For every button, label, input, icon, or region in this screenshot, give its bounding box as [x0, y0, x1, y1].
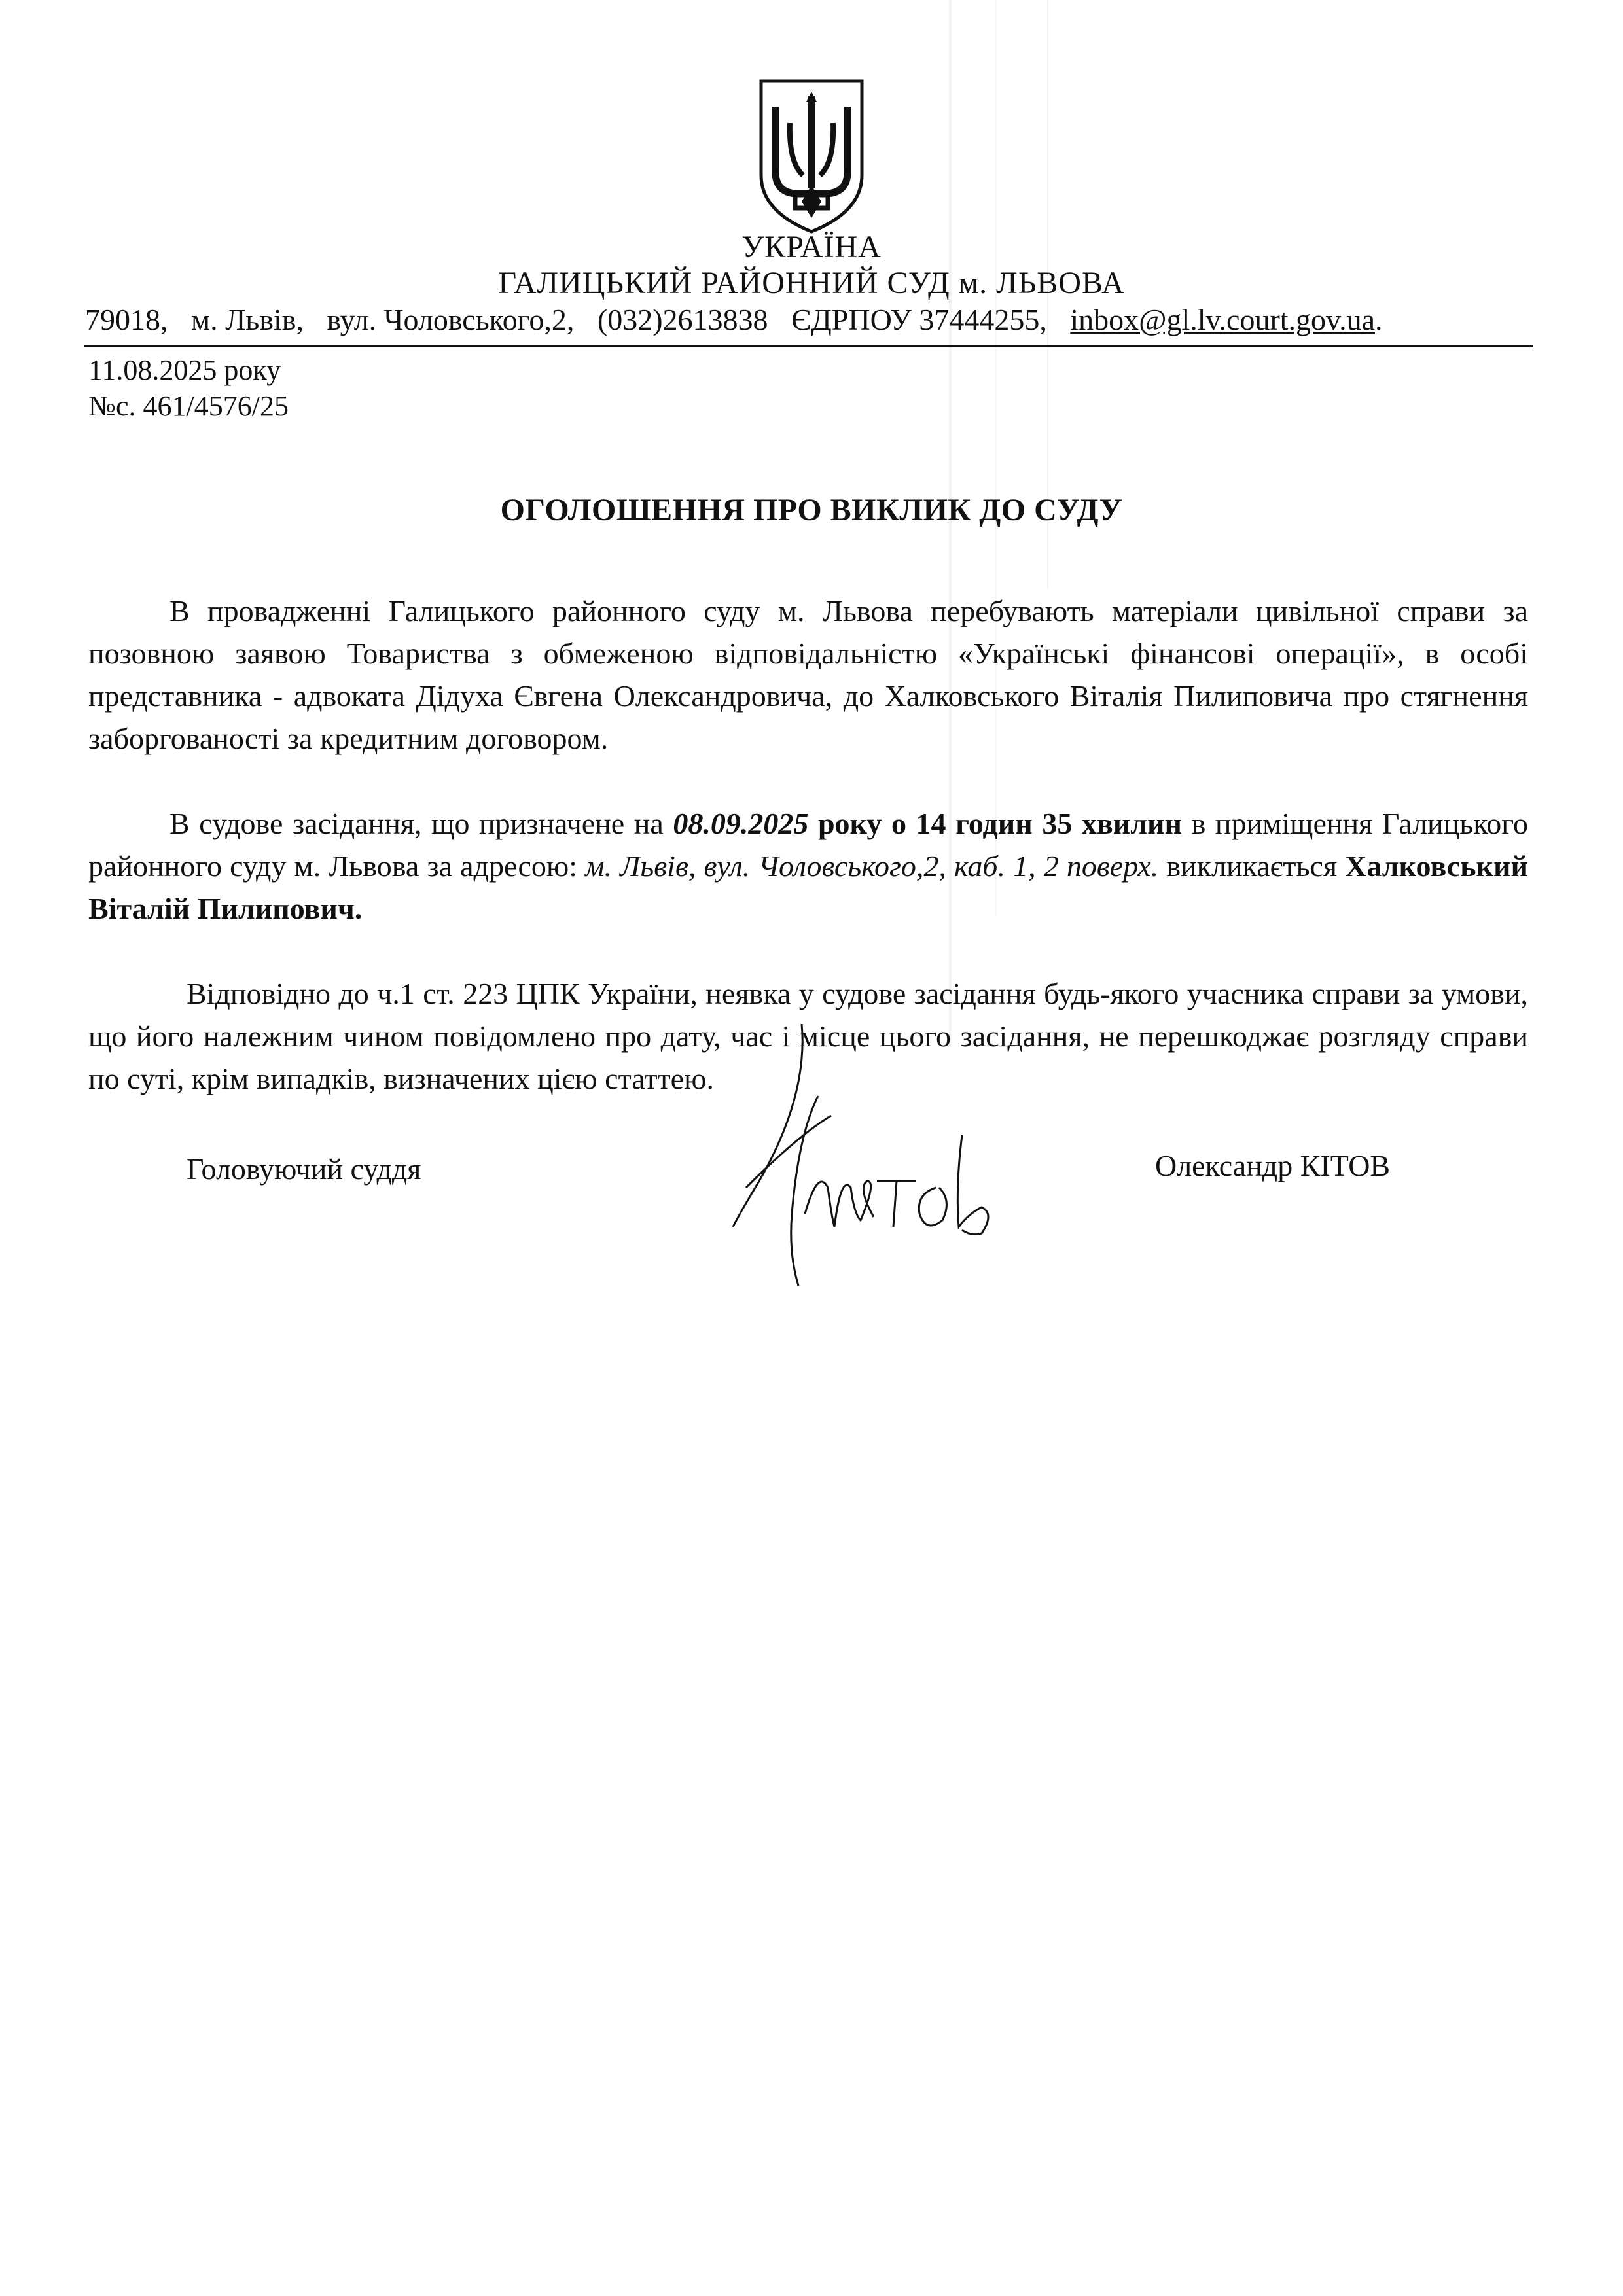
scan-noise	[995, 0, 997, 916]
handwritten-signature	[720, 1017, 1047, 1299]
court-name: ГАЛИЦЬКИЙ РАЙОННИЙ СУД м. ЛЬВОВА	[498, 266, 1125, 300]
document-date: 11.08.2025 року	[88, 354, 281, 386]
hearing-address: м. Львів, вул. Чоловського,2, каб. 1, 2 поверх.	[585, 849, 1159, 883]
paragraph-legal-basis: Відповідно до ч.1 ст. 223 ЦПК України, неявка у судове засідання будь-якого учасника справи за умови, що його належним чином повідомлено про дату, час і місце цього засідання, не перешкоджає розгляду справи по суті, крім випадків, визначених цією статтею.	[88, 977, 1528, 1095]
summoned-person: Халковський Віталій Пилипович.	[88, 849, 1528, 925]
city: м. Львів,	[191, 303, 304, 336]
country-heading: УКРАЇНА	[741, 230, 882, 264]
email-suffix: .	[1375, 303, 1383, 336]
hearing-time: року о 14 годин 35 хвилин	[808, 807, 1183, 840]
hearing-tail: викликається	[1158, 849, 1346, 883]
edrpou-code: ЄДРПОУ 37444255,	[791, 303, 1047, 336]
phone-number: (032)2613838	[597, 303, 768, 336]
document-title: ОГОЛОШЕННЯ ПРО ВИКЛИК ДО СУДУ	[500, 493, 1123, 527]
case-number: №с. 461/4576/25	[88, 390, 289, 422]
court-contacts	[85, 302, 1399, 337]
paragraph-hearing	[88, 802, 1528, 930]
paragraph-proceedings: В провадженні Галицького районного суду м. Львова перебувають матеріали цивільної справи за позовною заявою Товариства з обмеженою відповідальністю «Українські фінансові операції», в особі представника - адвоката Дідуха Євгена Олександровича, до Халковського Віталія Пилиповича про стягнення заборгованості за кредитним договором.	[88, 594, 1528, 755]
coat-of-arms-icon	[756, 77, 867, 234]
email-link[interactable]: inbox@gl.lv.court.gov.ua	[1070, 303, 1375, 336]
postcode: 79018,	[85, 303, 168, 336]
hearing-mid: в приміщення Галицького районного суду м. Львова за адресою:	[88, 807, 1528, 883]
judge-role: Головуючий суддя	[187, 1152, 421, 1186]
hearing-date: 08.09.2025	[673, 807, 809, 840]
header-divider	[84, 345, 1533, 347]
street-address: вул. Чоловського,2,	[327, 303, 575, 336]
judge-name: Олександр КІТОВ	[1155, 1149, 1391, 1182]
hearing-lead: В судове засідання, що призначене на	[169, 807, 673, 840]
